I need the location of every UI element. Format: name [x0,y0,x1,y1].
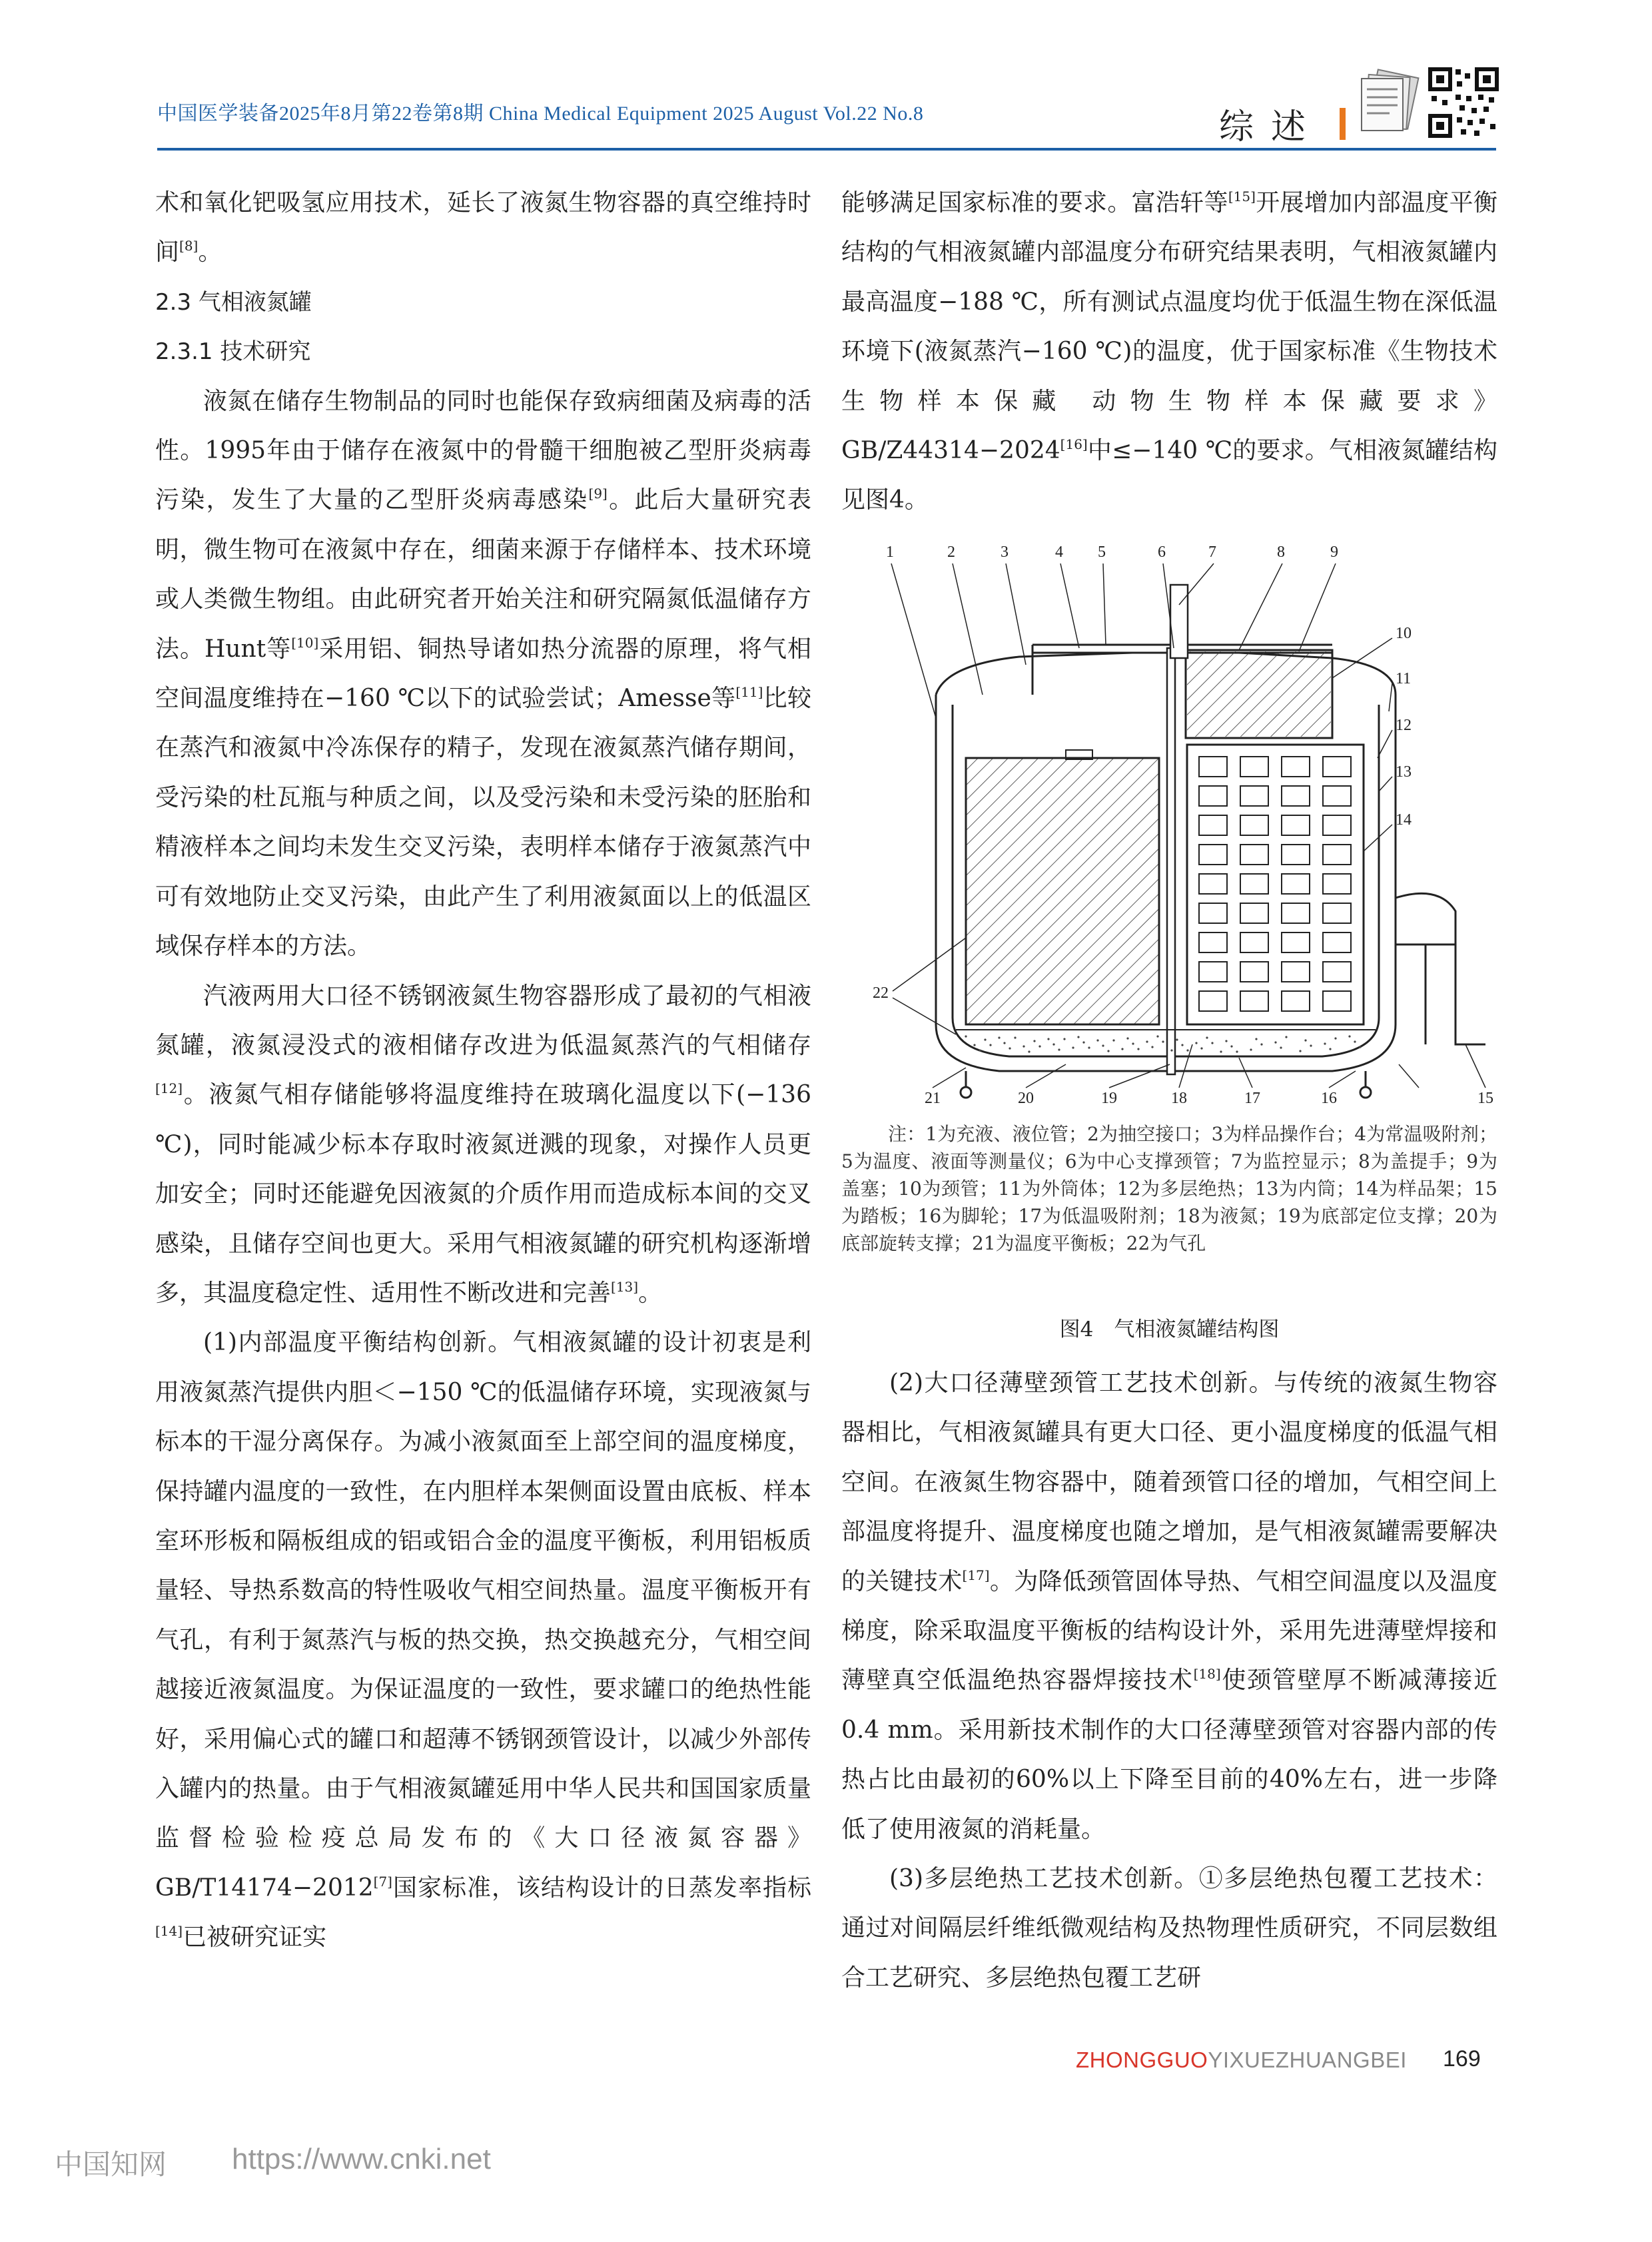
sample-rack-cell [1323,815,1351,835]
liquid-nitrogen-dot [1181,1044,1183,1046]
liquid-nitrogen-dot [1009,1047,1011,1049]
liquid-nitrogen-dot [1146,1040,1148,1042]
liquid-nitrogen-dot [1348,1035,1350,1037]
figure-label: 2 [947,544,955,561]
liquid-nitrogen-dot [1072,1046,1074,1048]
qr-code-icon [1428,67,1499,139]
paragraph: (3)多层绝热工艺技术创新。①多层绝热包覆工艺技术：通过对间隔层纤维纸微观结构及热物理性质研究，不同层数组合工艺研究、多层绝热包覆工艺研 [841,1865,1497,1992]
sample-rack-cell [1282,815,1310,835]
sample-rack-cell [1323,933,1351,952]
liquid-nitrogen-dot [1299,1050,1301,1052]
liquid-nitrogen-dot [1126,1037,1128,1039]
liquid-nitrogen-dot [973,1044,975,1046]
cnki-watermark: 中国知网 [55,2148,167,2181]
figure-label: 10 [1396,625,1412,642]
sample-rack-cell [1282,991,1310,1011]
liquid-nitrogen-dot [1211,1042,1213,1044]
document-stack-icon [1352,67,1426,140]
sample-rack-cell [1240,933,1268,952]
paragraph: 汽液两用大口径不锈钢液氮生物容器形成了最初的气相液氮罐，液氮浸没式的液相储存改进为低温氮蒸汽的气相储存[12]。液氮气相存储能够将温度维持在玻璃化温度以下(−136 ℃)，同时能减少标本存取时液氮迸溅的现象，对操作人员更加安全；同时还能避免因液氮的介质作用而造成标本间的交叉感染，且储存空间也更大。采用气相液氮罐的研究机构逐渐增多，其温度稳定性、适用性不断改进和完善[13]。 [155,982,811,1307]
liquid-nitrogen-dot [1186,1049,1188,1051]
figure-label: 15 [1477,1090,1493,1104]
liquid-nitrogen-dot [1132,1042,1134,1044]
page-number: 169 [1443,2046,1481,2071]
footer-brand: ZHONGGUOYIXUEZHUANGBEI [1076,2048,1407,2072]
sample-rack-cell [1323,786,1351,806]
liquid-nitrogen-dot [1334,1037,1336,1039]
liquid-nitrogen-dot [1225,1040,1227,1042]
liquid-nitrogen-dot [1236,1050,1238,1052]
sample-rack-cell [1199,991,1227,1011]
liquid-nitrogen-dot [1096,1039,1098,1041]
sample-rack-cell [1240,757,1268,777]
liquid-nitrogen-dot [1003,1042,1005,1044]
liquid-nitrogen-dot [1088,1046,1090,1048]
liquid-nitrogen-dot [1329,1048,1331,1050]
paragraph: 术和氧化钯吸氢应用技术，延长了液氮生物容器的真空维持时间[8]。 [155,189,811,266]
figure-label: 3 [1001,544,1009,561]
liquid-nitrogen-dot [1121,1048,1123,1050]
liquid-nitrogen-dot [1230,1045,1232,1047]
figure-title: 图4 气相液氮罐结构图 [1059,1317,1280,1341]
sample-rack-cell [1323,903,1351,923]
figure-label: 7 [1208,544,1216,561]
sample-rack-cell [1240,962,1268,982]
figure-label: 14 [1396,811,1412,829]
figure-label: 9 [1330,544,1338,561]
sample-rack-cell [1199,815,1227,835]
sample-rack-cell [1323,757,1351,777]
liquid-nitrogen-dot [1137,1048,1139,1050]
sample-rack-cell [1282,874,1310,894]
figure-label: 19 [1101,1090,1117,1104]
figure-caption [841,1120,1497,1257]
figure-label: 4 [1055,544,1063,561]
figure-label: 11 [1396,670,1412,687]
liquid-nitrogen-dot [979,1049,981,1051]
liquid-nitrogen-dot [1014,1036,1016,1038]
liquid-nitrogen-dot [1082,1041,1084,1043]
sample-rack-cell [1282,786,1310,806]
sample-rack-cell [1323,874,1351,894]
figure-note: 注：1为充液、液位管；2为抽空接口；3为样品操作台；4为常温吸附剂；5为温度、液面等测量仪；6为中心支撑颈管；7为监控显示；8为盖提手；9为盖塞；10为颈管；11为外筒体；12为多层绝热；13为内筒；14为样品架；15为踏板；16为脚轮；17为低温吸附剂；18为液氮；19为底部定位支撑；20为底部旋转支撑；21为温度平衡板；22为气孔 [841,1123,1497,1254]
sample-rack-cell [1282,962,1310,982]
sample-rack-cell [1282,845,1310,865]
liquid-nitrogen-dot [1033,1040,1035,1042]
liquid-nitrogen-dot [1220,1050,1222,1052]
liquid-nitrogen-dot [1310,1044,1312,1046]
liquid-nitrogen-dot [1102,1044,1104,1046]
figure-label: 17 [1244,1090,1260,1104]
section-label: 综述 [1219,107,1324,147]
liquid-nitrogen-dot [1250,1048,1252,1050]
sample-rack-cell [1199,933,1227,952]
liquid-nitrogen-dot [1047,1038,1049,1040]
liquid-nitrogen-dot [1354,1040,1356,1042]
liquid-nitrogen-dot [1280,1046,1282,1048]
sample-rack-cell [1240,815,1268,835]
sample-rack-cell [1199,757,1227,777]
figure-label: 18 [1171,1090,1187,1104]
liquid-nitrogen-dot [998,1036,1000,1038]
sample-rack-cell [1282,933,1310,952]
liquid-nitrogen-dot [1063,1038,1065,1040]
figure-label: 22 [873,984,889,1002]
liquid-nitrogen-dot [1359,1046,1361,1048]
paragraph: 能够满足国家标准的要求。富浩轩等[15]开展增加内部温度平衡结构的气相液氮罐内部温度分布研究结果表明，气相液氮罐内最高温度−188 ℃，所有测试点温度均优于低温生物在深低温环境下(液氮蒸汽−160 ℃)的温度，优于国家标准《生物技术 生物样本保藏 动物生物样本保藏要求》GB/Z44314−2024[16]中≤−140 ℃的要求。气相液氮罐结构见图4。 [841,188,1497,514]
sample-rack-cell [1199,874,1227,894]
sample-rack-cell [1323,991,1351,1011]
paragraph: (1)内部温度平衡结构创新。气相液氮罐的设计初衷是利用液氮蒸汽提供内胆＜−150 ℃的低温储存环境，实现液氮与标本的干湿分离保存。为减小液氮面至上部空间的温度梯度，保持罐内温度的一致性，在内胆样本架侧面设置由底板、样本室环形板和隔板组成的铝或铝合金的温度平衡板，利用铝板质量轻、导热系数高的特性吸收气相空间热量。温度平衡板开有气孔，有利于氮蒸汽与板的热交换，热交换越充分，气相空间越接近液氮温度。为保证温度的一致性，要求罐口的绝热性能好，采用偏心式的罐口和超薄不锈钢颈管设计，以减少外部传入罐内的热量。由于气相液氮罐延用中华人民共和国国家质量监督检验检疫总局发布的《大口径液氮容器》GB/T14174−2012[7]国家标准，该结构设计的日蒸发率指标[14]已被研究证实 [155,1329,811,1952]
liquid-nitrogen-dot [1285,1036,1287,1038]
liquid-nitrogen-dot [1023,1045,1025,1047]
sample-rack-cell [1282,903,1310,923]
figure-label: 8 [1277,544,1285,561]
liquid-nitrogen-dot [1151,1046,1153,1048]
right-column-upper [841,179,1497,526]
liquid-nitrogen-dot [1274,1041,1276,1043]
liquid-nitrogen-dot [1162,1040,1164,1042]
liquid-nitrogen-dot [1112,1039,1114,1041]
sample-rack-cell [1240,845,1268,865]
figure-label: 5 [1098,544,1106,561]
sample-rack-cell [1240,874,1268,894]
liquid-nitrogen-dot [1324,1042,1326,1044]
figure-label: 16 [1321,1090,1337,1104]
subsection-heading: 2.3.1 技术研究 [155,338,311,366]
liquid-nitrogen-dot [1304,1039,1306,1041]
journal-header: 中国医学装备2025年8月第22卷第8期 China Medical Equipment 2025 August Vol.22 No.8 [157,103,924,125]
left-column [155,179,811,1963]
liquid-nitrogen-dot [1107,1050,1109,1052]
paragraph: (2)大口径薄壁颈管工艺技术创新。与传统的液氮生物容器相比，气相液氮罐具有更大口径、更小温度梯度的低温气相空间。在液氮生物容器中，随着颈管口径的增加，气相空间上部温度将提升、温度梯度也随之增加，是气相液氮罐需要解决的关键技术[17]。为降低颈管固体导热、气相空间温度以及温度梯度，除采取温度平衡板的结构设计外，采用先进薄壁焊接和薄壁真空低温绝热容器焊接技术[18]使颈管壁厚不断减薄接近0.4 mm。采用新技术制作的大口径薄壁颈管对容器内部的传热占比由最初的60%以上下降至目前的40%左右，进一步降低了使用液氮的消耗量。 [841,1369,1497,1843]
section-accent-bar [1340,108,1346,140]
section-heading: 2.3 气相液氮罐 [155,288,312,316]
sample-rack-cell [1240,903,1268,923]
liquid-nitrogen-dot [1170,1049,1172,1051]
liquid-nitrogen-dot [989,1044,991,1046]
liquid-nitrogen-dot [1077,1036,1079,1038]
liquid-nitrogen-dot [1255,1038,1257,1040]
liquid-nitrogen-dot [1200,1047,1202,1049]
sample-rack-cell [1199,962,1227,982]
liquid-nitrogen-dot [1038,1045,1040,1047]
sample-rack-cell [1240,786,1268,806]
liquid-nitrogen-dot [1028,1050,1030,1052]
figure-label: 6 [1158,544,1166,561]
figure-label: 20 [1018,1090,1034,1104]
liquid-nitrogen-dot [1206,1036,1208,1038]
figure-label: 13 [1396,763,1412,781]
sample-rack-cell [1199,903,1227,923]
liquid-nitrogen-dot [1260,1043,1262,1045]
liquid-nitrogen-dot [1058,1048,1060,1050]
sample-rack-cell [1323,845,1351,865]
figure-4-tank-diagram [866,538,1499,1104]
figure-label: 21 [925,1090,941,1104]
sample-rack-cell [1282,757,1310,777]
liquid-nitrogen-dot [1156,1035,1158,1037]
liquid-nitrogen-dot [965,1035,967,1037]
right-column-lower [841,1359,1497,2003]
figure-label: 1 [886,544,894,561]
cnki-url[interactable]: https://www.cnki.net [232,2143,491,2175]
sample-rack-cell [1199,786,1227,806]
sample-rack-cell [1323,962,1351,982]
liquid-nitrogen-dot [1052,1043,1054,1045]
paragraph: 液氮在储存生物制品的同时也能保存致病细菌及病毒的活性。1995年由于储存在液氮中的骨髓干细胞被乙型肝炎病毒污染，发生了大量的乙型肝炎病毒感染[9]。此后大量研究表明，微生物可在液氮中存在，细菌来源于存储样本、技术环境或人类微生物组。由此研究者开始关注和研究隔氮低温储存方法。Hunt等[10]采用铝、铜热导诸如热分流器的原理，将气相空间温度维持在−160 ℃以下的试验尝试；Amesse等[11]比较在蒸汽和液氮中冷冻保存的精子，发现在液氮蒸汽储存期间，受污染的杜瓦瓶与种质之间，以及受污染和未受污染的胚胎和精液样本之间均未发生交叉污染，表明样本储存于液氮蒸汽中可有效地防止交叉污染，由此产生了利用液氮面以上的低温区域保存样本的方法。 [155,387,811,960]
sample-rack-cell [1240,991,1268,1011]
liquid-nitrogen-dot [1176,1038,1178,1040]
liquid-nitrogen-dot [1195,1042,1197,1044]
sample-rack-cell [1199,845,1227,865]
liquid-nitrogen-dot [984,1038,986,1040]
figure-label: 12 [1396,717,1412,734]
